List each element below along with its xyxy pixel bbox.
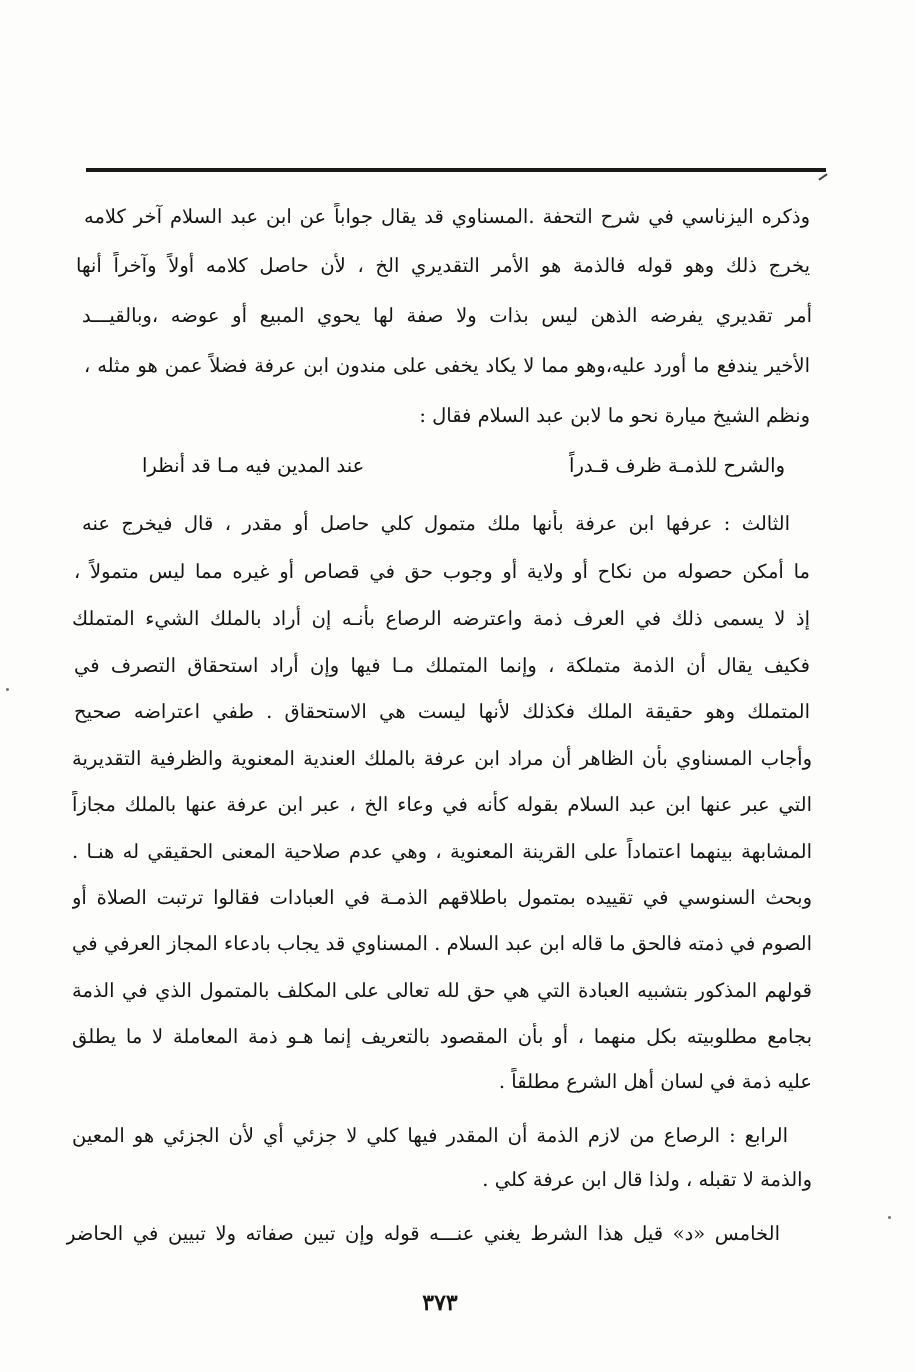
scan-speck <box>6 688 9 691</box>
text-line: المشابهة بينهما اعتماداً على القرينة المعنوية ، وهي عدم صلاحية المعنى الحقيقي له هنـا . <box>72 840 812 863</box>
text-line: الأخير يندفع ما أورد عليه،وهو مما لا يكاد يخفى على مندون ابن عرفة فضلاً عمن هو مثله ، <box>84 354 810 377</box>
text-line: بجامع مطلوبيته بكل منهما ، أو بأن المقصود بالتعريف إنما هـو ذمة المعاملة لا ما يطلق <box>72 1025 812 1048</box>
text-line: وأجاب المسناوي بأن الظاهر أن مراد ابن عرفة بالملك العندية المعنوية والظرفية التقديرية <box>72 747 812 770</box>
text-line: وبحث السنوسي في تقييده بمتمول باطلاقهم الذمـة في العبادات فقالوا ترتبت الصلاة أو <box>72 886 812 909</box>
text-line: فكيف يقال أن الذمة متملكة ، وإنما المتملك مـا فيها وإن أراد استحقاق التصرف في <box>74 654 810 677</box>
verse-right-hemistich: والشرح للذمـة ظرف قـدراً <box>569 454 785 477</box>
text-line: والذمة لا تقبله ، ولذا قال ابن عرفة كلي . <box>482 1168 812 1191</box>
text-line: الصوم في ذمته فالحق ما قاله ابن عبد السلام . المسناوي قد يجاب بادعاء المجاز العرفي في <box>72 932 812 955</box>
page-number: ٣٧٣ <box>422 1290 458 1316</box>
text-line: ونظم الشيخ ميارة نحو ما لابن عبد السلام فقال : <box>419 404 810 427</box>
text-line: أمر تقديري يفرضه الذهن ليس بذات ولا صفة لها يحوي المبيع أو عوضه ،وبالقيـــد <box>82 304 812 327</box>
text-line: إذ لا يسمى ذلك في العرف ذمة واعترضه الرصاع بأنـه إن أراد بالملك الشيء المتملك <box>72 607 810 630</box>
text-line: المتملك وهو حقيقة الملك فكذلك لأنها ليست هي الاستحقاق . طفي اعتراضه صحيح <box>74 700 810 723</box>
text-line: يخرج ذلك وهو قوله فالذمة هو الأمر التقديري الخ ، لأن حاصل كلامه أولاً وآخراً أنها <box>76 254 810 277</box>
text-line: وذكره اليزناسي في شرح التحفة .المسناوي قد يقال جواباً عن ابن عبد السلام آخر كلامه <box>84 205 810 228</box>
header-rule <box>86 168 826 172</box>
rule-tick-mark <box>818 173 827 180</box>
text-line: عليه ذمة في لسان أهل الشرع مطلقاً . <box>498 1070 812 1093</box>
verse-left-hemistich: عند المدين فيه مـا قد أنظرا <box>142 454 365 477</box>
scan-speck <box>888 1216 891 1219</box>
text-line: الرابع : الرصاع من لازم الذمة أن المقدر فيها كلي لا جزئي أي لأن الجزئي هو المعين <box>72 1124 788 1147</box>
text-line: الثالث : عرفها ابن عرفة بأنها ملك متمول كلي حاصل أو مقدر ، قال فيخرج عنه <box>82 512 790 535</box>
text-line: ما أمكن حصوله من نكاح أو ولاية أو وجوب حق في قصاص أو غيره مما ليس متمولاً ، <box>74 560 810 583</box>
text-line: قولهم المذكور بتشبيه العبادة التي هي حق لله تعالى على المكلف بالمتمول الذي في الذمة <box>72 979 812 1002</box>
text-line: التي عبر عنها ابن عبد السلام بقوله كأنه في وعاء الخ ، عبر ابن عرفة عنها بالملك مجازاً <box>72 793 812 816</box>
text-line: الخامس «د» قيل هذا الشرط يغني عنـــه قوله وإن تبين صفاته ولا تبيين في الحاضر <box>66 1222 780 1245</box>
